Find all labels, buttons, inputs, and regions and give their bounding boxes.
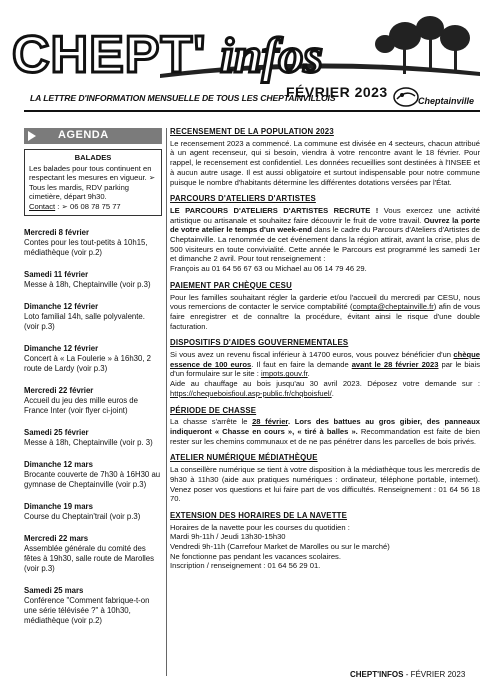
section-cesu [170,281,480,332]
section-text: La conseillère numérique se tient à votre disposition à la médiathèque tous les mercredis de 9h30 à 11h30 (aide aux pratiques numériques : ordinateur, téléphone portable, internet). Venez poser vos questions et lui faire part de vos difficultés. Renseignement : 01 64 56 18 70. [170,465,480,504]
event-text: Course du Cheptain'trail (voir p.3) [24,511,141,521]
section-title: DISPOSITIFS D'AIDES GOUVERNEMENTALES [170,338,349,348]
masthead [0,0,487,118]
section-text: Le recensement 2023 a commencé. La commune est divisée en 4 secteurs, chacun attribué à un agent recenseur, qui si besoin, viendra à votre rencontre avant le 18 février. Pour rappel, le recensement est confidentiel. Les données recueillies sont destinées à l'INSEE et à aucun autre usage. Il est aussi obligatoire et surtout indispensable pour notre commune puisque le nombre d'habitants détermine les différentes dotations versées par l'État. [170,138,480,187]
section-text: La chasse s'arrête le 28 février. Lors des battues au gros gibier, des panneaux indiqueront « Chasse en cours », « tiré à balles ». Recommandation est faite de bien rester sur les chemins communaux et de ne pas pénétrer dans les parcelles de bois privés. [170,417,480,446]
agenda-event [24,586,162,626]
section-title: EXTENSION DES HORAIRES DE LA NAVETTE [170,510,348,520]
section-title: PARCOURS D'ATELIERS D'ARTISTES [170,194,316,204]
town-name: Cheptainville [418,96,475,106]
event-text: Assemblée générale du comité des fêtes à 19h30, salle route de Marolles (voir p.3) [24,543,155,573]
event-text: Brocante couverte de 7h30 à 16H30 au gymnase de Cheptainville (voir p.3) [24,469,161,489]
balades-text: Les balades pour tous continuent en respectant les mesures en vigueur. ➢ Tous les mardis, RDV parking cimetière, départ 9h30. [29,163,156,202]
event-date: Dimanche 12 février [24,343,99,353]
issue-date: FÉVRIER 2023 [286,84,388,100]
event-text: Messe à 18h, Cheptainville (voir p.3) [24,279,151,289]
column-divider [166,128,167,676]
section-numerique [170,453,480,504]
agenda-event [24,502,162,522]
event-date: Mercredi 8 février [24,227,90,237]
event-date: Dimanche 12 mars [24,459,93,469]
event-text: Loto familial 14h, salle polyvalente. (voir p.3) [24,311,145,331]
agenda-event [24,534,162,574]
header-rule [24,110,480,112]
agenda-event [24,228,162,258]
section-navette [170,511,480,571]
section-title: RECENSEMENT DE LA POPULATION 2023 [170,127,334,136]
agenda-title: AGENDA [58,129,109,141]
agenda-header [24,128,162,144]
event-text: Concert à « La Foulerie » à 16h30, 2 route de Lardy (voir p.3) [24,353,152,373]
balades-contact: Contact : ➢ 06 08 78 75 77 [29,201,121,211]
agenda-event [24,428,162,448]
event-text: Accueil du jeu des mille euros de France Inter (voir flyer ci-joint) [24,395,138,415]
compta-email-link[interactable]: compta@cheptainville.fr [352,302,434,312]
event-date: Mercredi 22 mars [24,533,89,543]
event-date: Samedi 25 mars [24,585,84,595]
section-text: Pour les familles souhaitant régler la garderie et/ou l'accueil du mercredi par CESU, nous vous remercions de contacter le service comptabilité (compta@cheptainville.fr) afin de vous faire enregistrer et de connaître la procédure, évitant ainsi le risque d'une double facturation. [170,292,480,331]
balades-title: BALADES [74,153,112,162]
navette-line: Horaires de la navette pour les courses du quotidien : [170,522,350,532]
event-date: Samedi 11 février [24,269,89,279]
balades-box [24,149,162,216]
tagline: LA LETTRE D'INFORMATION MENSUELLE DE TOUS LES CHEPTAINVILLOIS [30,93,336,103]
event-text: Conférence "Comment fabrique-t-on une série télévisée ?" à 10h30, médiathèque (voir p.2) [24,595,150,625]
navette-line: Mardi 9h-11h / Jeudi 13h30-15h30 [170,532,286,542]
navette-line: Inscription / renseignement : 01 64 56 29 01. [170,561,321,571]
navette-line: Vendredi 9h-11h (Carrefour Market de Marolles ou sur le marché) [170,542,390,552]
section-chasse [170,406,480,447]
agenda-sidebar [24,128,162,626]
main-content [170,127,480,578]
section-title: PAIEMENT PAR CHÈQUE CESU [170,280,292,290]
agenda-event [24,344,162,374]
section-ateliers [170,194,480,274]
section-text-2: Aide au chauffage au bois jusqu'au 30 avril 2023. Déposez votre demande sur : https://chequeboisfioul.asp-public.fr/chqboisfuel/. [170,379,480,398]
agenda-event [24,270,162,290]
chept-infos-logo [10,14,480,94]
event-date: Dimanche 12 février [24,301,99,311]
section-text: LE PARCOURS D'ATELIERS D'ARTISTES RECRUTE ! Vous exercez une activité artistique ou artisanale et souhaitez faire découvrir le fruit de votre travail. Ouvrez la porte de votre atelier le temps d'un week-end dans le cadre du Parcours d'Ateliers d'Artistes de Cheptainville. La renommée de cet événement dans la région attirait, avant la crise, plus de 500 visiteurs en toute convivialité. Cette année le Parcours est programmé les samedi 1er et dimanche 2 avril. Pour tout renseignement : [170,205,480,264]
navette-line: Ne fonctionne pas pendant les vacances scolaires. [170,551,341,561]
arrow-right-icon [28,131,36,141]
event-date: Mercredi 22 février [24,385,94,395]
event-date: Dimanche 19 mars [24,501,93,511]
agenda-events [24,228,162,626]
agenda-event [24,386,162,416]
event-text: Messe à 18h, Cheptainville (voir p. 3) [24,437,153,447]
footer: CHEPT'INFOS - FÉVRIER 2023 [350,670,466,679]
svg-text:CHEPT': CHEPT' [12,26,207,84]
section-recensement [170,127,480,187]
event-text: Contes pour les tout-petits à 10h15, médiathèque (voir p.2) [24,237,148,257]
section-dispositifs [170,338,480,398]
agenda-event [24,302,162,332]
svg-text:infos: infos [220,27,323,83]
event-date: Samedi 25 février [24,427,89,437]
section-text: Si vous avez un revenu fiscal inférieur à 14700 euros, vous pouvez bénéficier d'un chèque essence de 100 euros. Il faut en faire la demande avant le 28 février 2023 par le biais d'un formulaire sur le site : impots.gouv.fr. [170,350,481,379]
agenda-event [24,460,162,490]
section-title: PÉRIODE DE CHASSE [170,405,257,415]
section-title: ATELIER NUMÉRIQUE MÉDIATHÈQUE [170,453,318,463]
chequebois-link[interactable]: https://chequeboisfioul.asp-public.fr/chqboisfuel/ [170,388,332,398]
section-contact: François au 01 64 56 67 63 ou Michael au 06 14 79 46 29. [170,264,367,274]
impots-link[interactable]: impots.gouv.fr [260,369,308,379]
